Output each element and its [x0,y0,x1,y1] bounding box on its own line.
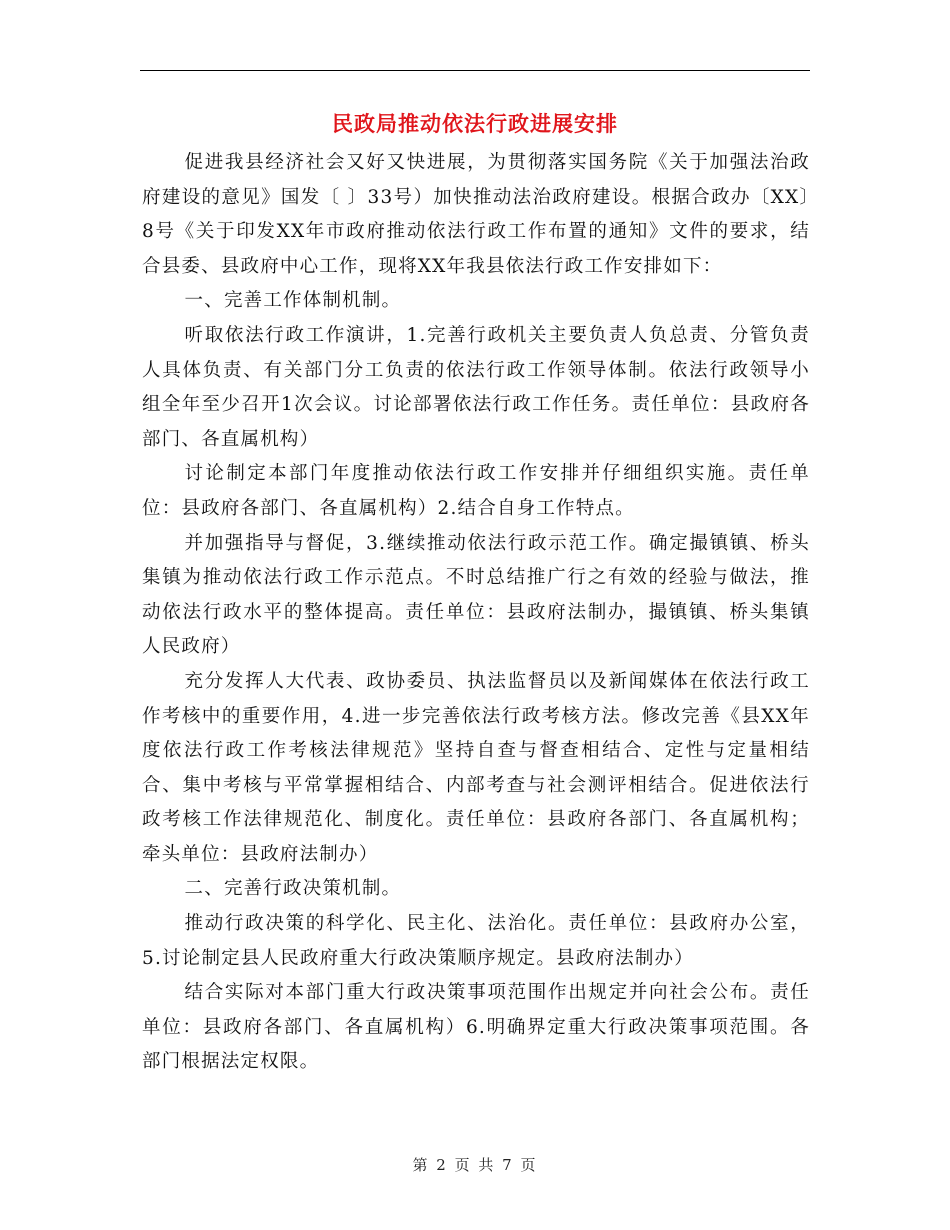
document-title: 民政局推动依法行政进展安排 [332,112,618,136]
paragraph-item-4: 充分发挥人大代表、政协委员、执法监督员以及新闻媒体在依法行政工作考核中的重要作用，4.进一步完善依法行政考核方法。修改完善《县XX年度依法行政工作考核法律规范》坚持自查与督查相结合、定性与定量相结合、集中考核与平常掌握相结合、内部考查与社会测评相结合。促进依法行政考核工作法律规范化、制度化。责任单位：县政府各部门、各直属机构；牵头单位：县政府法制办） [142,670,810,865]
paragraph-item-3: 并加强指导与督促，3.继续推动依法行政示范工作。确定撮镇镇、桥头集镇为推动依法行政工作示范点。不时总结推广行之有效的经验与做法，推动依法行政水平的整体提高。责任单位：县政府法制办，撮镇镇、桥头集镇人民政府） [142,532,810,658]
paragraph-intro: 促进我县经济社会又好又快进展，为贯彻落实国务院《关于加强法治政府建设的意见》国发〔 〕33号）加快推动法治政府建设。根据合政办〔XX〕8号《关于印发XX年市政府推动依法行政工作布置的通知》文件的要求，结合县委、县政府中心工作，现将XX年我县依法行政工作安排如下： [142,152,810,277]
page-number: 第 2 页 共 7 页 [412,1156,538,1174]
paragraph-item-6: 结合实际对本部门重大行政决策事项范围作出规定并向社会公布。责任单位：县政府各部门、各直属机构）6.明确界定重大行政决策事项范围。各部门根据法定权限。 [142,982,810,1073]
paragraph-item-1: 听取依法行政工作演讲，1.完善行政机关主要负责人负总责、分管负责人具体负责、有关部门分工负责的依法行政工作领导体制。依法行政领导小组全年至少召开1次会议。讨论部署依法行政工作任务。责任单位：县政府各部门、各直属机构） [142,324,810,450]
section-heading-1: 一、完善工作体制机制。 [184,290,402,312]
section-heading-2: 二、完善行政决策机制。 [184,878,402,900]
paragraph-item-5: 推动行政决策的科学化、民主化、法治化。责任单位：县政府办公室，5.讨论制定县人民政府重大行政决策顺序规定。县政府法制办） [142,913,810,969]
paragraph-item-2: 讨论制定本部门年度推动依法行政工作安排并仔细组织实施。责任单位：县政府各部门、各直属机构）2.结合自身工作特点。 [142,463,810,519]
document-body [142,146,810,1080]
header-rule [140,70,810,71]
